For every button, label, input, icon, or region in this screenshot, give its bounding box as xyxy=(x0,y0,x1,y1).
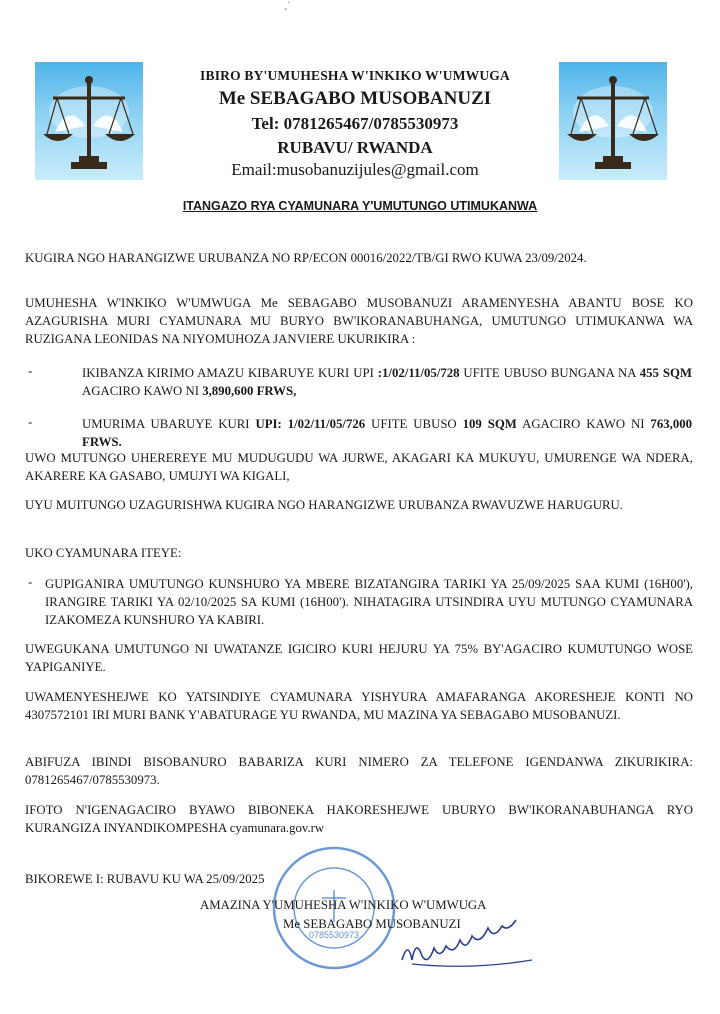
corner-mark: -’ xyxy=(284,0,291,15)
condition-paragraph: UWEGUKANA UMUTUNGO NI UWATANZE IGICIRO KURI HEJURU YA 75% BY'AGACIRO KUMUTUNGO WOSE YAPIGANIYE. xyxy=(25,642,693,674)
bullet-marker: - xyxy=(28,364,33,378)
announcement-paragraph: UMUHESHA W'INKIKO W'UMWUGA Me SEBAGABO MUSOBANUZI ARAMENYESHA ABANTU BOSE KO AZAGURISHA MURI CYAMUNARA MU BURYO BW'IKORANABUHANGA, UMUTUNGO UTIMUKANWA WA RUZIGANA LEONIDAS NA NIYOMUHOZA JANVIERE UKURIKIRA : xyxy=(25,296,693,346)
phone-numbers: Tel: 0781265467/0785530973 xyxy=(251,114,459,133)
office-location: RUBAVU/ RWANDA xyxy=(277,138,433,157)
intro-paragraph: KUGIRA NGO HARANGIZWE URUBANZA NO RP/ECON 00016/2022/TB/GI RWO KUWA 23/09/2024. xyxy=(25,251,587,265)
bailiff-name: Me SEBAGABO MUSOBANUZI xyxy=(218,88,492,109)
process-paragraph: GUPIGANIRA UMUTUNGO KUNSHURO YA MBERE BIZATANGIRA TARIKI YA 25/09/2025 SAA KUMI (16H00'), IRANGIRE TARIKI YA 02/10/2025 SA KUMI (16H00'). NIHATAGIRA UTSINDIRA UYU MUTUNGO CYAMUNARA IZAKOMEZA KUNSHURO YA KABIRI. xyxy=(45,577,693,627)
property-location-paragraph: UWO MUTUNGO UHEREREYE MU MUDUGUDU WA JURWE, AKAGARI KA MUKUYU, UMURENGE WA NDERA, AKARERE KA GASABO, UMUJYI WA KIGALI, xyxy=(25,451,693,483)
scales-of-justice-logo-right xyxy=(559,62,667,180)
bullet-marker: - xyxy=(28,415,33,429)
reason-paragraph: UYU MUITUNGO UZAGURISHWA KUGIRA NGO HARANGIZWE URUBANZA RWAVUZWE HARUGURU. xyxy=(25,498,623,512)
document-title: ITANGAZO RYA CYAMUNARA Y'UMUTUNGO UTIMUKANWA xyxy=(182,199,538,213)
signature-name: Me SEBAGABO MUSOBANUZI xyxy=(283,917,461,931)
process-heading: UKO CYAMUNARA ITEYE: xyxy=(25,546,182,560)
scales-of-justice-icon xyxy=(35,62,143,180)
property-item-plot: IKIBANZA KIRIMO AMAZU KIBARUYE KURI UPI :1/02/11/05/728 UFITE UBUSO BUNGANA NA 455 SQM AGACIRO KAWO NI 3,890,600 FRWS, xyxy=(82,366,693,398)
payment-paragraph: UWAMENYESHEJWE KO YATSINDIYE CYAMUNARA YISHYURA AMAFARANGA AKORESHEJE KONTI NO 4307572101 IRI MURI BANK Y'ABATURAGE YU RWANDA, MU MAZINA YA SEBAGABO MUSOBANUZI. xyxy=(25,690,693,722)
office-name: IBIRO BY'UMUHESHA W'INKIKO W'UMWUGA xyxy=(200,68,510,83)
handwritten-signature xyxy=(392,918,542,978)
scales-of-justice-logo-left xyxy=(35,62,143,180)
property-item-field: UMURIMA UBARUYE KURI UPI: 1/02/11/05/726 UFITE UBUSO 109 SQM AGACIRO KAWO NI 763,000 FRWS. xyxy=(82,417,693,449)
signature-title: AMAZINA Y'UMUHESHA W'INKIKO W'UMWUGA xyxy=(200,898,487,912)
done-at-line: BIKOREWE I: RUBAVU KU WA 25/09/2025 xyxy=(25,872,265,886)
scales-of-justice-icon xyxy=(559,62,667,180)
email-address: Email:musobanuzijules@gmail.com xyxy=(231,160,479,179)
bullet-marker: - xyxy=(28,575,33,589)
contact-paragraph: ABIFUZA IBINDI BISOBANURO BABARIZA KURI NIMERO ZA TELEFONE IGENDANWA ZIKURIKIRA: 0781265467/0785530973. xyxy=(25,755,693,787)
stamp-phone: 0785530973 xyxy=(308,930,360,940)
photos-paragraph: IFOTO N'IGENAGACIRO BYAWO BIBONEKA HAKORESHEJWE UBURYO BW'IKORANABUHANGA RYO KURANGIZA INYANDIKOMPESHA cyamunara.gov.rw xyxy=(25,803,693,835)
